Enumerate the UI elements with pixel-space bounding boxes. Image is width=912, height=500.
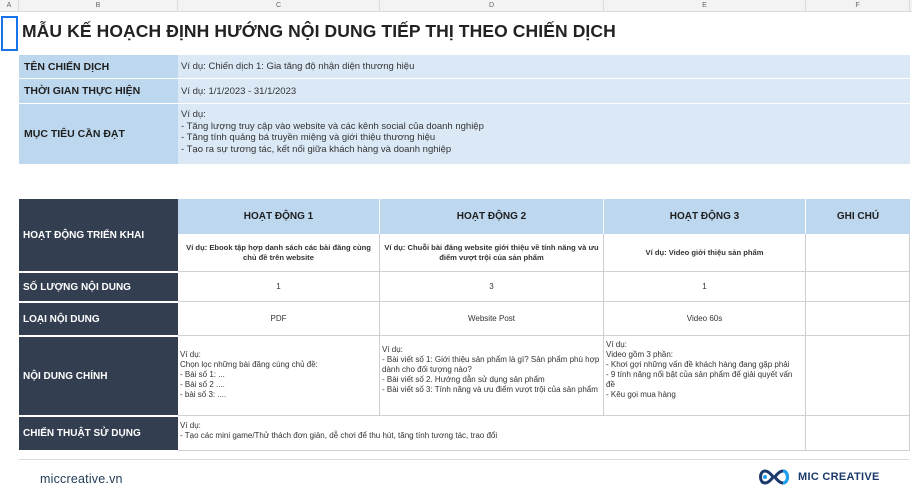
main-content-cell-2[interactable] xyxy=(380,336,604,416)
row-label-content-type: LOẠI NỘI DUNG xyxy=(19,303,178,335)
row-label-activities: HOẠT ĐỘNG TRIỂN KHAI xyxy=(19,199,178,271)
type-cell-3[interactable]: Video 60s xyxy=(604,302,806,336)
tactics-cell-notes[interactable] xyxy=(806,416,910,451)
content-line: Ví dụ: xyxy=(180,421,201,430)
main-content-cell-1[interactable] xyxy=(178,336,380,416)
main-content-cell-notes[interactable] xyxy=(806,336,910,416)
brand-name: MIC CREATIVE xyxy=(798,471,880,483)
content-line: - Bài viết số 1: Giới thiệu sản phẩm là gì? Sản phẩm phù hợp dành cho đối tượng nào? xyxy=(382,355,600,374)
quantity-cell-1[interactable]: 1 xyxy=(178,272,380,302)
goals-line: - Tăng tính quảng bá truyền miệng và giới thiệu thương hiệu xyxy=(181,132,436,143)
row-label-quantity: SỐ LƯỢNG NỘI DUNG xyxy=(19,273,178,301)
content-line: - Bài viết số 3: Tính năng và ưu điểm vượt trội của sản phẩm xyxy=(382,385,598,394)
column-header-a[interactable]: A xyxy=(0,0,19,12)
selected-cell-cursor[interactable] xyxy=(1,16,18,51)
goals-line: - Tạo ra sự tương tác, kết nối giữa khách hàng và doanh nghiệp xyxy=(181,143,452,155)
column-header-c[interactable]: C xyxy=(178,0,380,12)
goals-label: MỤC TIÊU CẦN ĐẠT xyxy=(19,104,178,164)
content-line: Ví dụ: xyxy=(606,340,627,349)
activity-cell-notes[interactable] xyxy=(806,234,910,272)
quantity-cell-3[interactable]: 1 xyxy=(604,272,806,302)
duration-value[interactable]: Ví dụ: 1/1/2023 - 31/1/2023 xyxy=(178,79,910,103)
goals-value[interactable] xyxy=(178,104,910,164)
column-header-bar xyxy=(0,0,912,12)
content-line: - Bài viết số 2. Hướng dẫn sử dụng sản phẩm xyxy=(382,375,545,384)
type-cell-2[interactable]: Website Post xyxy=(380,302,604,336)
content-line: - Tạo các mini game/Thử thách đơn giản, dễ chơi để thu hút, tăng tính tương tác, trao đổi xyxy=(180,431,498,440)
content-line: Video gồm 3 phần: xyxy=(606,350,674,359)
type-cell-notes[interactable] xyxy=(806,302,910,336)
content-line: Ví dụ: xyxy=(382,345,403,354)
quantity-cell-2[interactable]: 3 xyxy=(380,272,604,302)
content-line: Ví dụ: xyxy=(180,350,201,359)
column-header-b[interactable]: B xyxy=(19,0,178,12)
content-line: - Kêu gọi mua hàng xyxy=(606,390,676,399)
header-activity-2: HOẠT ĐỘNG 2 xyxy=(380,199,604,234)
header-notes: GHI CHÚ xyxy=(806,199,910,234)
campaign-name-value[interactable]: Ví dụ: Chiến dịch 1: Gia tăng độ nhận diện thương hiệu xyxy=(178,55,910,78)
activity-cell-2[interactable]: Ví dụ: Chuỗi bài đăng website giới thiệu về tính năng và ưu điểm vượt trội của sản phẩm xyxy=(380,234,604,272)
infinity-logo-icon xyxy=(756,467,792,487)
quantity-cell-notes[interactable] xyxy=(806,272,910,302)
goals-line: Ví dụ: xyxy=(181,109,206,120)
activity-cell-1[interactable]: Ví dụ: Ebook tập hợp danh sách các bài đăng cùng chủ đề trên website xyxy=(178,234,380,272)
main-content-cell-3[interactable] xyxy=(604,336,806,416)
page-title: MẪU KẾ HOẠCH ĐỊNH HƯỚNG NỘI DUNG TIẾP THỊ THEO CHIẾN DỊCH xyxy=(22,21,616,41)
column-header-f[interactable]: F xyxy=(806,0,910,12)
tactics-cell[interactable] xyxy=(178,416,806,451)
row-label-main-content: NỘI DUNG CHÍNH xyxy=(19,337,178,415)
content-line: - Bài số 1: ... xyxy=(180,370,225,379)
activity-cell-3[interactable]: Ví dụ: Video giới thiệu sản phẩm xyxy=(604,234,806,272)
website-url[interactable]: miccreative.vn xyxy=(40,472,123,486)
content-line: - Bài số 2 .... xyxy=(180,380,225,389)
content-line: - 9 tính năng nổi bật của sản phẩm để giải quyết vấn đề xyxy=(606,370,793,389)
campaign-name-label: TÊN CHIẾN DỊCH xyxy=(19,55,178,78)
content-line: Chọn lọc những bài đăng cùng chủ đề: xyxy=(180,360,318,369)
duration-label: THỜI GIAN THỰC HIỆN xyxy=(19,79,178,103)
column-header-e[interactable]: E xyxy=(604,0,806,12)
footer-divider xyxy=(19,459,909,460)
header-activity-1: HOẠT ĐỘNG 1 xyxy=(178,199,380,234)
brand-logo xyxy=(756,467,880,487)
type-cell-1[interactable]: PDF xyxy=(178,302,380,336)
goals-line: - Tăng lượng truy cập vào website và các kênh social của doanh nghiệp xyxy=(181,120,484,132)
header-activity-3: HOẠT ĐỘNG 3 xyxy=(604,199,806,234)
row-label-tactics: CHIẾN THUẬT SỬ DỤNG xyxy=(19,417,178,450)
content-line: - bài số 3: .... xyxy=(180,390,227,399)
column-header-d[interactable]: D xyxy=(380,0,604,12)
content-line: - Khơi gợi những vấn đề khách hàng đang gặp phải xyxy=(606,360,790,369)
